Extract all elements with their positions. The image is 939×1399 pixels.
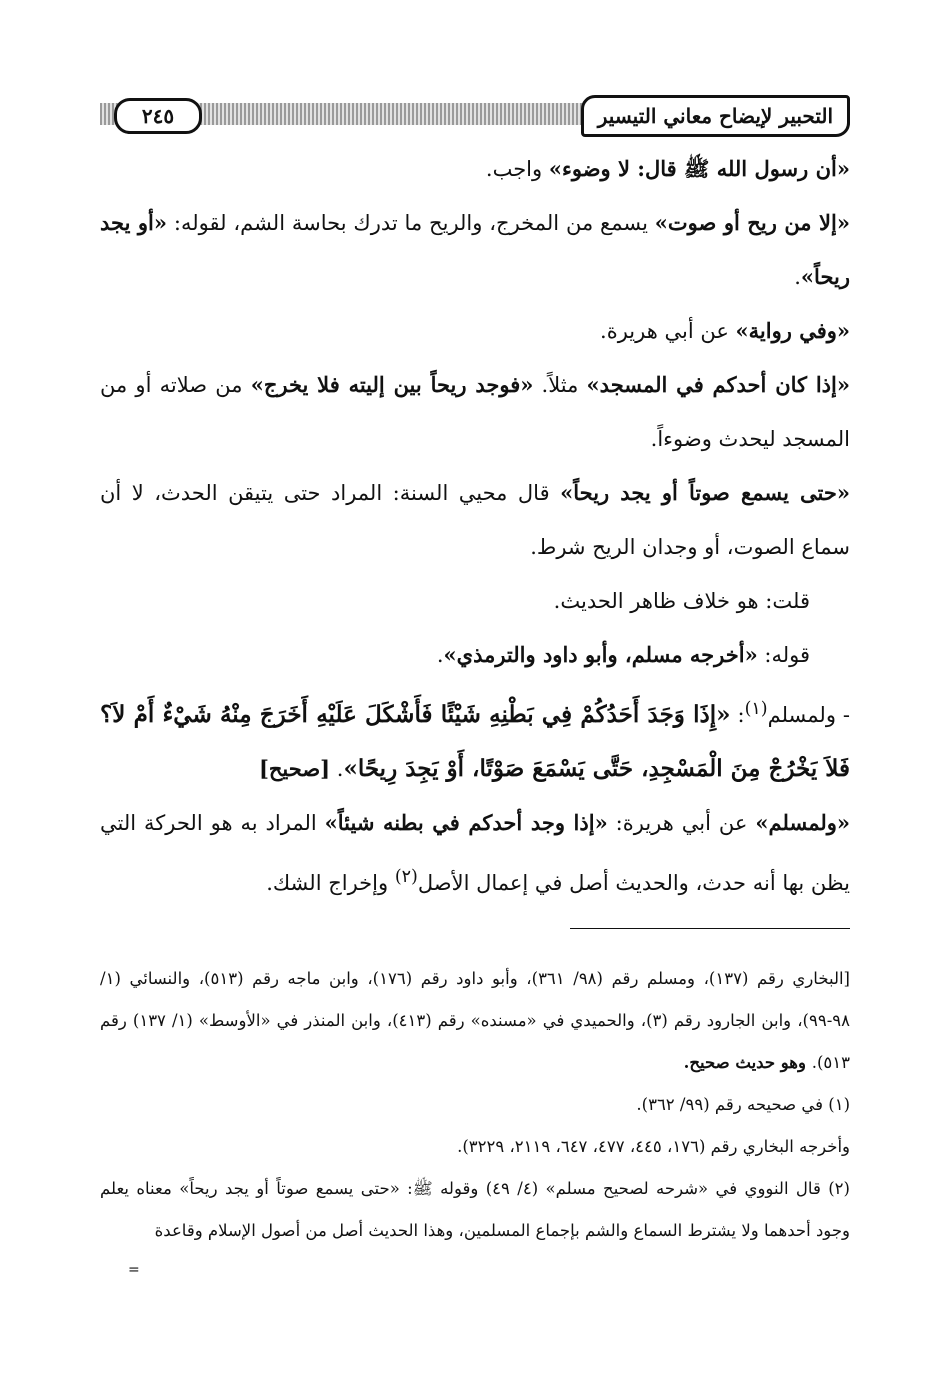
quote-text: «فوجد ريحاً بين إليته فلا يخرج»: [250, 372, 534, 397]
footnote-ref: (٢): [394, 867, 418, 887]
footnote-text: [البخاري رقم (١٣٧)، ومسلم رقم (٩٨/ ٣٦١)، وأبو داود رقم (١٧٦)، وابن ماجه رقم (٥١٣)، والنسائي (١/ ٩٨-٩٩)، وابن الجارود رقم (٣)، والحميدي في «مسنده» رقم (٤١٣)، وابن المنذر في «الأوسط» (١/ ١٣٧) رقم ٥١٣).: [100, 969, 850, 1072]
commentary-text: واجب.: [485, 157, 549, 181]
paragraph-4: [100, 358, 850, 466]
commentary-text: من صلاته أو من المسجد ليحدث وضوءاً.: [100, 373, 850, 451]
commentary-text: :: [730, 703, 745, 727]
paragraph-1: [100, 142, 850, 196]
footnote-ref: (١): [744, 699, 768, 719]
quote-text: «حتى يسمع صوتاً أو يجد ريحاً»: [560, 480, 850, 505]
footnote-text: وأخرجه البخاري رقم (١٧٦، ٤٤٥، ٤٧٧، ٦٤٧، ٢١١٩، ٣٢٢٩).: [457, 1137, 850, 1156]
continuation-mark: =: [128, 1262, 140, 1278]
commentary-text: يسمع من المخرج، والريح ما تدرك بحاسة الشم، لقوله:: [167, 211, 655, 235]
footnote-separator: [570, 928, 850, 929]
commentary-text: عن أبي هريرة:: [607, 811, 756, 835]
main-text: [100, 142, 850, 910]
quote-text: «إلا من ريح أو صوت»: [654, 210, 850, 235]
quote-text: «أو يجد ريحاً»: [100, 210, 850, 289]
footnotes: [100, 958, 850, 1252]
page-header: [100, 95, 850, 137]
quote-text: «ولمسلم»: [755, 810, 850, 835]
commentary-text: .: [436, 643, 444, 667]
commentary-text: قوله:: [757, 643, 810, 667]
hadith-text: «إِذَا وَجَدَ أَحَدُكُمْ فِي بَطْنِهِ شَيْئًا فَأَشْكَلَ عَلَيْهِ أَخَرَجَ مِنْهُ شَيْءٌ أَمْ لاَ؟ فَلاَ يَخْرُجْ مِنَ الْمَسْجِدِ، حَتَّى يَسْمَعَ صَوْتًا، أَوْ يَجِدَ رِيحًا»: [100, 701, 850, 782]
quote-text: «وفي رواية»: [735, 318, 850, 343]
book-title: التحبير لإيضاح معاني التيسير: [581, 95, 850, 137]
commentary-text: - ولمسلم: [767, 703, 850, 727]
commentary-text: عن أبي هريرة.: [600, 319, 736, 343]
commentary-text: مثلاً.: [533, 373, 587, 397]
commentary-text: المراد به هو الحركة التي يظن بها أنه حدث، والحديث أصل في إعمال الأصل: [100, 811, 850, 895]
quote-text: «أخرجه مسلم، وأبو داود والترمذي»: [443, 642, 758, 667]
commentary-text: وإخراج الشك.: [266, 871, 395, 895]
grade-label: [صحيح]: [258, 756, 331, 781]
footnote-3: [100, 1126, 850, 1168]
paragraph-2: [100, 196, 850, 304]
commentary-text: قال محيي السنة: المراد حتى يتيقن الحدث، لا أن سماع الصوت، أو وجدان الريح شرط.: [100, 481, 850, 559]
footnote-grade: وهو حديث صحيح.: [683, 1053, 812, 1072]
commentary-text: قلت: هو خلاف ظاهر الحديث.: [553, 589, 810, 613]
commentary-text: .: [330, 757, 344, 781]
paragraph-8: [100, 682, 850, 796]
footnote-text: (١) في صحيحه رقم (٩٩/ ٣٦٢).: [636, 1095, 850, 1114]
quote-text: «أن رسول الله ﷺ قال: لا وضوء»: [548, 156, 850, 181]
paragraph-9: [100, 796, 850, 910]
quote-text: «إذا وجد أحدكم في بطنه شيئاً»: [324, 810, 608, 835]
commentary-text: .: [794, 265, 801, 289]
page-number: ٢٤٥: [114, 98, 202, 134]
footnote-1: [100, 958, 850, 1084]
paragraph-7: [100, 628, 850, 682]
footnote-4: [100, 1168, 850, 1252]
quote-text: «إذا كان أحدكم في المسجد»: [586, 372, 850, 397]
footnote-2: [100, 1084, 850, 1126]
footnote-text: (٢) قال النووي في «شرحه لصحيح مسلم» (٤/ ٤٩) وقوله ﷺ: «حتى يسمع صوتاً أو يجد ريحاً» معناه يعلم وجود أحدهما ولا يشترط السماع والشم بإجماع المسلمين، وهذا الحديث أصل من أصول الإسلام وقاعدة: [100, 1179, 850, 1240]
paragraph-3: [100, 304, 850, 358]
paragraph-5: [100, 466, 850, 574]
paragraph-6: [100, 574, 850, 628]
